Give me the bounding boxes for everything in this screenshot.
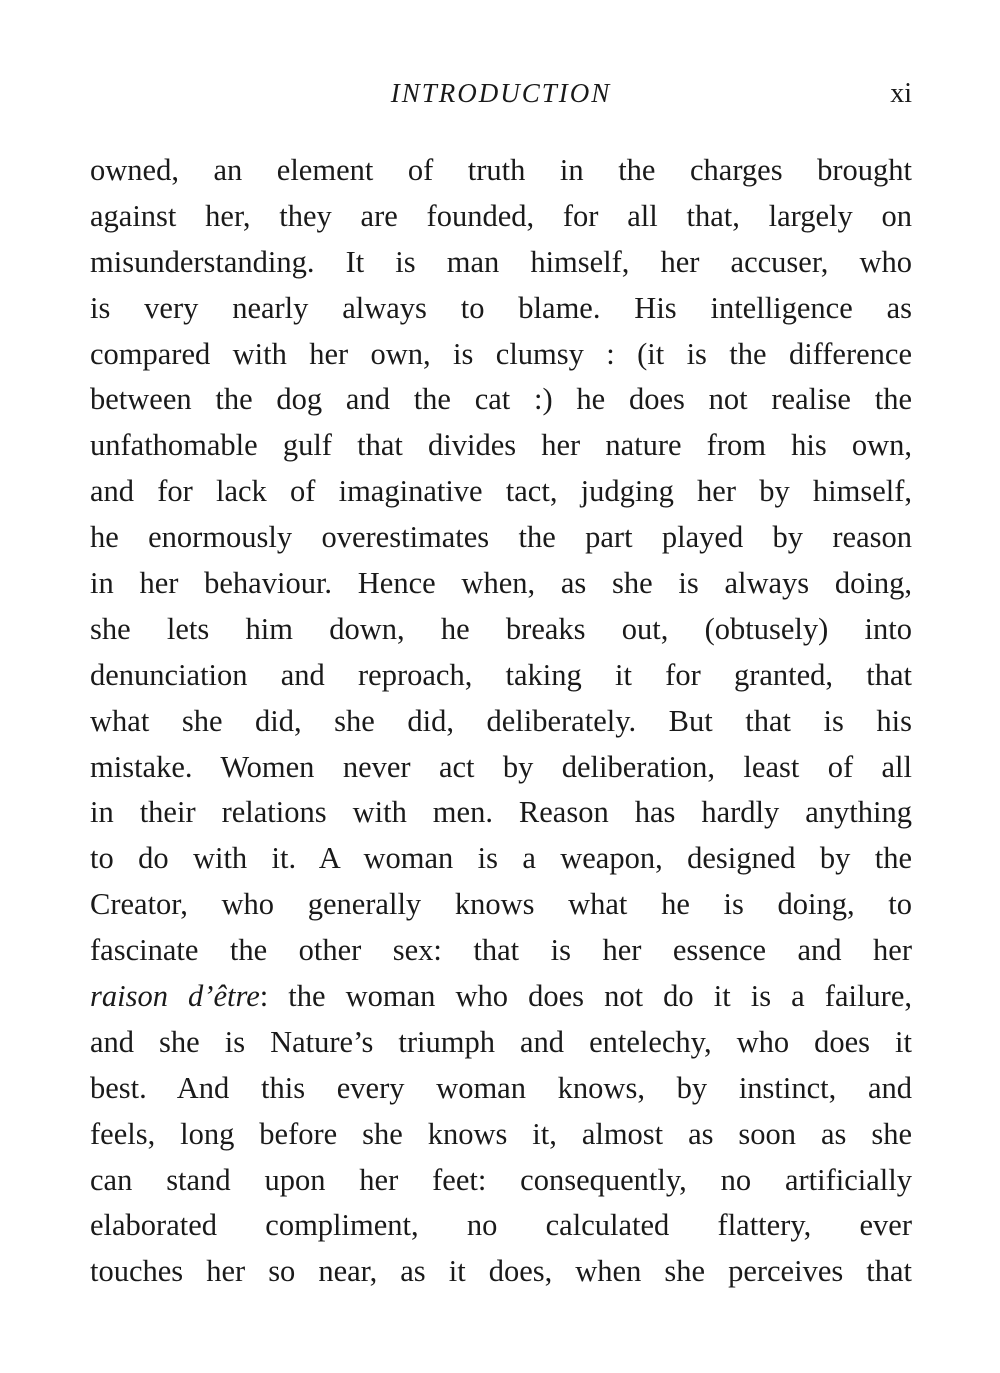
page-number: xi [890,78,912,109]
text-line: to do with it. A woman is a weapon, designed by the [90,841,912,876]
text-line: elaborated compliment, no calculated flattery, ever [90,1208,912,1243]
italic-phrase: raison d’être [90,979,260,1014]
text-line: can stand upon her feet: consequently, no artificially [90,1162,912,1197]
text-line: denunciation and reproach, taking it for granted, that [90,657,912,692]
text-line: mistake. Women never act by deliberation, least of all [90,749,912,784]
running-head [90,78,912,118]
text-line: against her, they are founded, for all that, largely on [90,198,912,233]
text-line-with-italic: raison d’être: the woman who does not do it is a failure, [90,979,912,1014]
text-line: feels, long before she knows it, almost as soon as she [90,1116,912,1151]
text-line: in their relations with men. Reason has hardly anything [90,795,912,830]
text-line: and for lack of imaginative tact, judging her by himself, [90,474,912,509]
text-line: unfathomable gulf that divides her nature from his own, [90,428,912,463]
text-line: between the dog and the cat :) he does not realise the [90,382,912,417]
body-text [90,148,912,1295]
text-line: is very nearly always to blame. His intelligence as [90,290,912,325]
text-line: and she is Nature’s triumph and entelechy, who does it [90,1024,912,1059]
text-line: fascinate the other sex: that is her essence and her [90,933,912,968]
text-line: he enormously overestimates the part played by reason [90,520,912,555]
text-line: best. And this every woman knows, by instinct, and [90,1070,912,1105]
text-line: compared with her own, is clumsy : (it is the difference [90,336,912,371]
text-line: misunderstanding. It is man himself, her accuser, who [90,244,912,279]
text-line: in her behaviour. Hence when, as she is always doing, [90,566,912,601]
text-line: she lets him down, he breaks out, (obtusely) into [90,611,912,646]
text-line: Creator, who generally knows what he is doing, to [90,887,912,922]
text-line: touches her so near, as it does, when she perceives that [90,1254,912,1289]
text-line: what she did, she did, deliberately. But that is his [90,703,912,738]
text-line-remainder: the woman who does not do it is a failure, [288,979,912,1014]
text-line: owned, an element of truth in the charges brought [90,153,912,187]
running-title: INTRODUCTION [390,78,612,108]
